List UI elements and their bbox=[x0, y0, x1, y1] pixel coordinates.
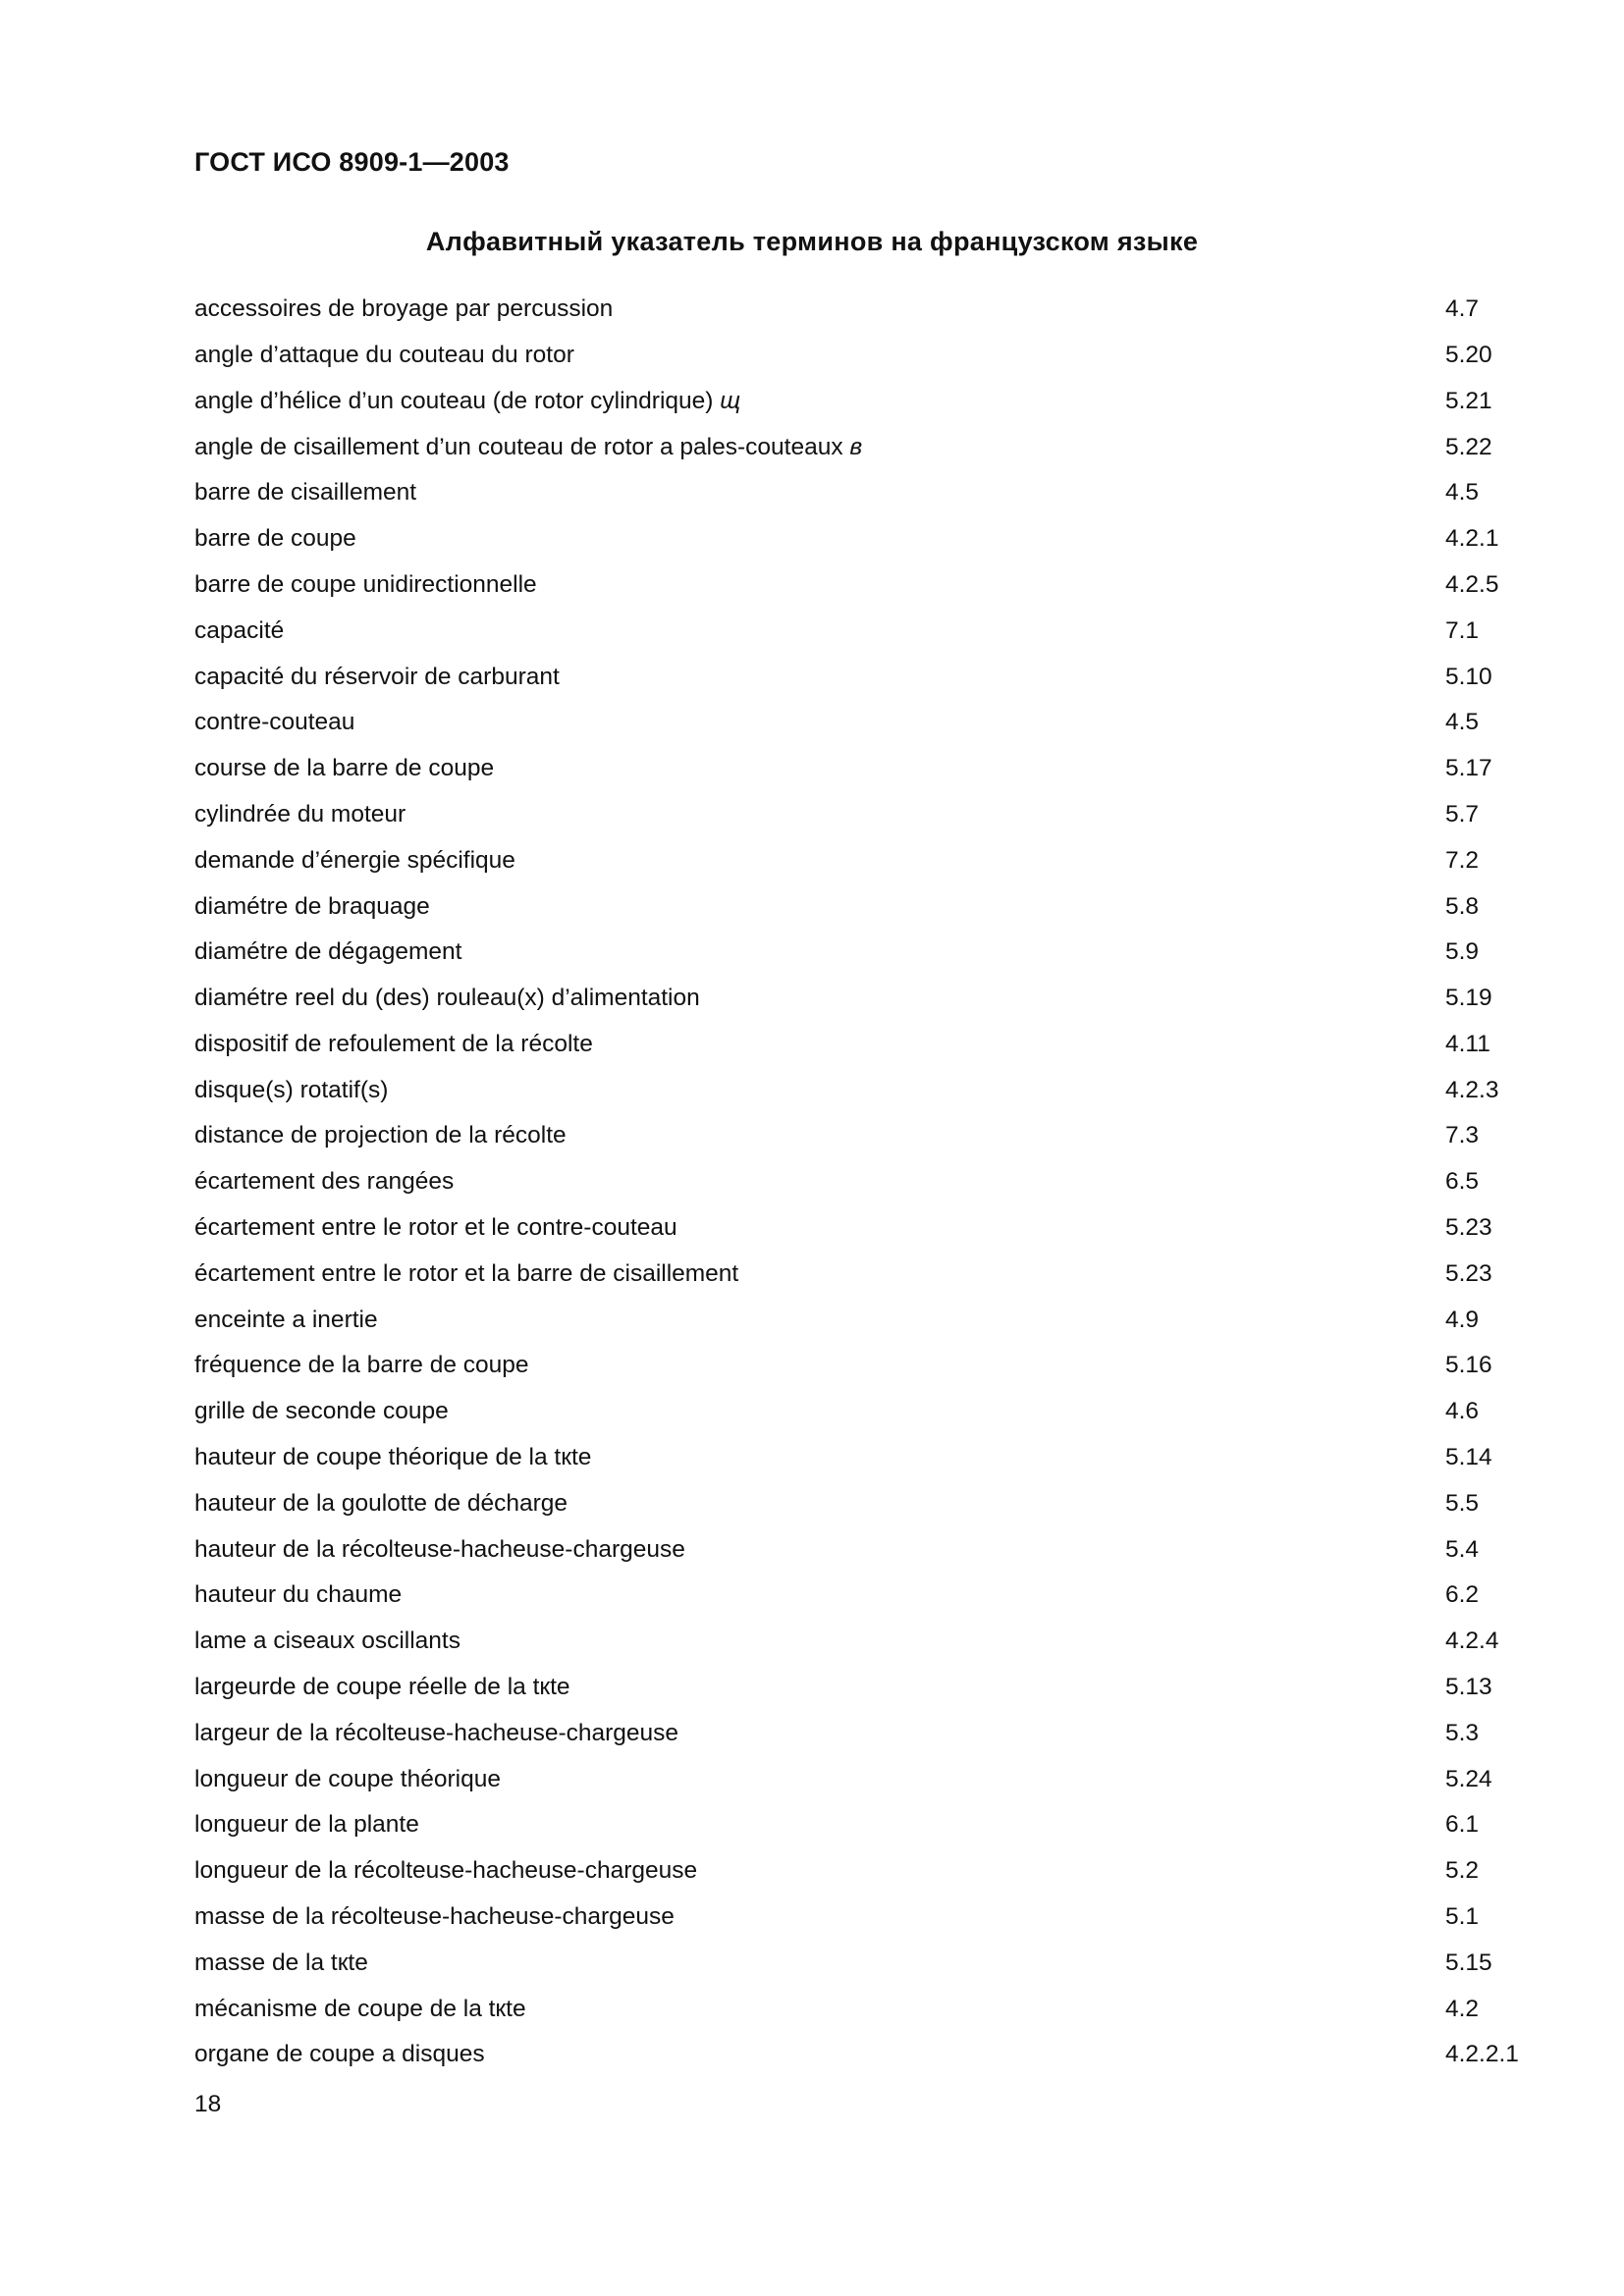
index-reference: 5.7 bbox=[1445, 800, 1480, 828]
index-entry bbox=[194, 379, 1530, 425]
index-entry bbox=[194, 1343, 1530, 1389]
index-term bbox=[194, 297, 1441, 322]
page-number: 18 bbox=[194, 2091, 222, 2117]
index-reference: 5.5 bbox=[1445, 1489, 1480, 1517]
index-term-text: écartement entre le rotor et le contre-couteau bbox=[194, 1214, 677, 1242]
index-term-text: capacité bbox=[194, 616, 285, 644]
index-term-text: demande d’énergie spécifique bbox=[194, 846, 515, 874]
index-term-text: dispositif de refoulement de la récolte bbox=[194, 1030, 593, 1057]
index-entry bbox=[194, 930, 1530, 976]
index-term bbox=[194, 1354, 1441, 1378]
index-term-symbol: в bbox=[849, 433, 863, 460]
index-term-text: angle d’attaque du couteau du rotor bbox=[194, 341, 574, 368]
index-term bbox=[194, 757, 1441, 781]
index-term bbox=[194, 711, 1441, 735]
index-reference: 4.7 bbox=[1445, 295, 1480, 323]
index-entry bbox=[194, 1941, 1530, 1987]
index-term bbox=[194, 1951, 1441, 1976]
index-term bbox=[194, 1400, 1441, 1424]
index-entry bbox=[194, 700, 1530, 746]
index-reference: 5.14 bbox=[1445, 1444, 1492, 1471]
index-term bbox=[194, 1813, 1441, 1838]
index-term bbox=[194, 2043, 1441, 2067]
index-term bbox=[194, 1719, 1441, 1746]
index-term bbox=[194, 940, 1441, 965]
index-entry bbox=[194, 654, 1530, 700]
index-term bbox=[194, 987, 1441, 1011]
index-term bbox=[194, 481, 1441, 506]
index-entry bbox=[194, 1298, 1530, 1344]
index-term bbox=[194, 846, 1441, 874]
index-entry bbox=[194, 1573, 1530, 1619]
index-term-text: organe de coupe a disques bbox=[194, 2041, 485, 2068]
index-term-text: fréquence de la barre de coupe bbox=[194, 1352, 529, 1379]
index-reference: 5.19 bbox=[1445, 985, 1492, 1012]
index-term-text: course de la barre de coupe bbox=[194, 755, 495, 782]
index-term-text: longueur de la plante bbox=[194, 1811, 419, 1839]
index-entry bbox=[194, 2032, 1530, 2078]
index-term bbox=[194, 1859, 1441, 1884]
index-entry bbox=[194, 1435, 1530, 1481]
index-term-text: capacité du réservoir de carburant bbox=[194, 663, 560, 690]
index-reference: 4.2 bbox=[1445, 1995, 1480, 2022]
index-reference: 6.5 bbox=[1445, 1168, 1480, 1196]
index-term bbox=[194, 1170, 1441, 1195]
index-entry bbox=[194, 470, 1530, 516]
index-reference: 4.2.4 bbox=[1445, 1628, 1499, 1655]
index-entry bbox=[194, 1986, 1530, 2032]
index-term bbox=[194, 433, 1441, 460]
index-term-text: disque(s) rotatif(s) bbox=[194, 1076, 389, 1103]
index-term bbox=[194, 1489, 1441, 1517]
index-reference: 5.15 bbox=[1445, 1949, 1492, 1976]
index-term bbox=[194, 1583, 1441, 1608]
index-term bbox=[194, 800, 1441, 828]
index-entry bbox=[194, 1068, 1530, 1114]
index-reference: 5.8 bbox=[1445, 892, 1480, 920]
section-title: Алфавитный указатель терминов на французском языке bbox=[425, 227, 1199, 256]
index-term bbox=[194, 1995, 1441, 2022]
document-code: ГОСТ ИСО 8909-1—2003 bbox=[194, 147, 510, 177]
index-term-text: mécanisme de coupe de la tкte bbox=[194, 1995, 526, 2022]
index-term bbox=[194, 1030, 1441, 1057]
index-entry bbox=[194, 838, 1530, 884]
index-reference: 5.3 bbox=[1445, 1719, 1480, 1746]
index-term bbox=[194, 1629, 1441, 1654]
index-term-text: écartement entre le rotor et la barre de cisaillement bbox=[194, 1259, 739, 1287]
index-term bbox=[194, 1676, 1441, 1700]
index-reference: 5.21 bbox=[1445, 387, 1492, 414]
index-reference: 5.17 bbox=[1445, 755, 1492, 782]
index-term-text: angle d’hélice d’un couteau (de rotor cylindrique) bbox=[194, 387, 714, 414]
index-term bbox=[194, 1259, 1441, 1287]
index-reference: 5.2 bbox=[1445, 1857, 1480, 1885]
index-entry bbox=[194, 1895, 1530, 1941]
index-entry bbox=[194, 1205, 1530, 1252]
index-entry bbox=[194, 287, 1530, 333]
index-reference: 7.1 bbox=[1445, 616, 1480, 644]
index-term bbox=[194, 1124, 1441, 1148]
index-term-text: écartement des rangées bbox=[194, 1168, 455, 1196]
index-entry bbox=[194, 792, 1530, 838]
index-term-text: barre de cisaillement bbox=[194, 479, 417, 507]
index-entry bbox=[194, 562, 1530, 609]
index-reference: 4.2.2.1 bbox=[1445, 2041, 1519, 2068]
index-reference: 4.2.3 bbox=[1445, 1076, 1499, 1103]
index-term-text: cylindrée du moteur bbox=[194, 800, 406, 828]
index-term-text: masse de la tкte bbox=[194, 1949, 368, 1976]
index-entry bbox=[194, 1848, 1530, 1895]
index-term bbox=[194, 616, 1441, 644]
index-reference: 5.16 bbox=[1445, 1352, 1492, 1379]
index-term bbox=[194, 1765, 1441, 1792]
index-reference: 4.11 bbox=[1445, 1030, 1490, 1057]
index-term-text: hauteur de coupe théorique de la tкte bbox=[194, 1444, 592, 1471]
index-reference: 5.9 bbox=[1445, 938, 1480, 966]
index-term-text: diamétre de braquage bbox=[194, 892, 430, 920]
index-reference: 4.5 bbox=[1445, 479, 1480, 507]
index-entry bbox=[194, 1252, 1530, 1298]
index-term-text: diamétre de dégagement bbox=[194, 938, 462, 966]
index-term-text: grille de seconde coupe bbox=[194, 1398, 449, 1425]
index-entry bbox=[194, 883, 1530, 930]
index-term bbox=[194, 387, 1441, 414]
index-term bbox=[194, 1076, 1441, 1103]
index-reference: 5.23 bbox=[1445, 1214, 1492, 1242]
index-reference: 6.1 bbox=[1445, 1811, 1480, 1839]
index-term-text: barre de coupe unidirectionnelle bbox=[194, 570, 537, 598]
index-term-text: hauteur du chaume bbox=[194, 1581, 403, 1609]
index-entry bbox=[194, 424, 1530, 470]
index-entry bbox=[194, 1757, 1530, 1803]
index-term-text: diamétre reel du (des) rouleau(x) d’alimentation bbox=[194, 985, 700, 1012]
index-entry bbox=[194, 1159, 1530, 1205]
index-term-text: angle de cisaillement d’un couteau de rotor a pales-couteaux bbox=[194, 433, 843, 460]
index-reference: 5.24 bbox=[1445, 1765, 1492, 1792]
index-entry bbox=[194, 1527, 1530, 1574]
index-term-text: accessoires de broyage par percussion bbox=[194, 295, 614, 323]
index-term-text: masse de la récolteuse-hacheuse-chargeuse bbox=[194, 1903, 675, 1931]
index-term bbox=[194, 341, 1441, 368]
index-reference: 5.4 bbox=[1445, 1535, 1480, 1563]
index-reference: 5.23 bbox=[1445, 1259, 1492, 1287]
index-entry bbox=[194, 516, 1530, 562]
index-term bbox=[194, 1308, 1441, 1333]
index-term bbox=[194, 527, 1441, 552]
index-reference: 4.6 bbox=[1445, 1398, 1480, 1425]
index-entry bbox=[194, 1619, 1530, 1665]
index-reference: 5.10 bbox=[1445, 663, 1492, 690]
index-term-symbol: щ bbox=[720, 387, 741, 414]
index-entry bbox=[194, 1481, 1530, 1527]
index-term bbox=[194, 1446, 1441, 1470]
index-term-text: largeur de la récolteuse-hacheuse-chargeuse bbox=[194, 1719, 679, 1746]
index-entry bbox=[194, 1113, 1530, 1159]
index-reference: 4.2.5 bbox=[1445, 570, 1499, 598]
index-entry bbox=[194, 976, 1530, 1022]
index-term-text: enceinte a inertie bbox=[194, 1306, 378, 1333]
index-entry bbox=[194, 746, 1530, 792]
index-term-text: distance de projection de la récolte bbox=[194, 1122, 567, 1149]
index-reference: 7.2 bbox=[1445, 846, 1480, 874]
index-reference: 5.20 bbox=[1445, 341, 1492, 368]
index-term bbox=[194, 1216, 1441, 1241]
index-entry bbox=[194, 1389, 1530, 1435]
index-entry bbox=[194, 1665, 1530, 1711]
index-term-text: contre-couteau bbox=[194, 709, 355, 736]
index-reference: 5.1 bbox=[1445, 1903, 1480, 1931]
index-term bbox=[194, 1905, 1441, 1930]
index-term bbox=[194, 892, 1441, 920]
index-term-text: longueur de la récolteuse-hacheuse-chargeuse bbox=[194, 1857, 698, 1885]
index-reference: 4.9 bbox=[1445, 1306, 1480, 1333]
index-term-text: lame a ciseaux oscillants bbox=[194, 1628, 460, 1655]
index-entry bbox=[194, 333, 1530, 379]
index-term-text: largeurde de coupe réelle de la tкte bbox=[194, 1674, 570, 1701]
index-reference: 7.3 bbox=[1445, 1122, 1480, 1149]
index-entry bbox=[194, 609, 1530, 655]
index-reference: 4.2.1 bbox=[1445, 525, 1499, 553]
index-entry bbox=[194, 1802, 1530, 1848]
index-term bbox=[194, 1535, 1441, 1563]
index-term bbox=[194, 663, 1441, 690]
index-reference: 6.2 bbox=[1445, 1581, 1480, 1609]
index-entry bbox=[194, 1711, 1530, 1757]
index-entry bbox=[194, 1022, 1530, 1068]
index-term bbox=[194, 570, 1441, 598]
index-term-text: hauteur de la récolteuse-hacheuse-chargeuse bbox=[194, 1535, 685, 1563]
index-term-text: longueur de coupe théorique bbox=[194, 1765, 501, 1792]
index-reference: 5.13 bbox=[1445, 1674, 1492, 1701]
index-term-text: barre de coupe bbox=[194, 525, 356, 553]
index-reference: 4.5 bbox=[1445, 709, 1480, 736]
index-reference: 5.22 bbox=[1445, 433, 1492, 460]
index-term-text: hauteur de la goulotte de décharge bbox=[194, 1489, 568, 1517]
term-index-list bbox=[194, 287, 1530, 2078]
